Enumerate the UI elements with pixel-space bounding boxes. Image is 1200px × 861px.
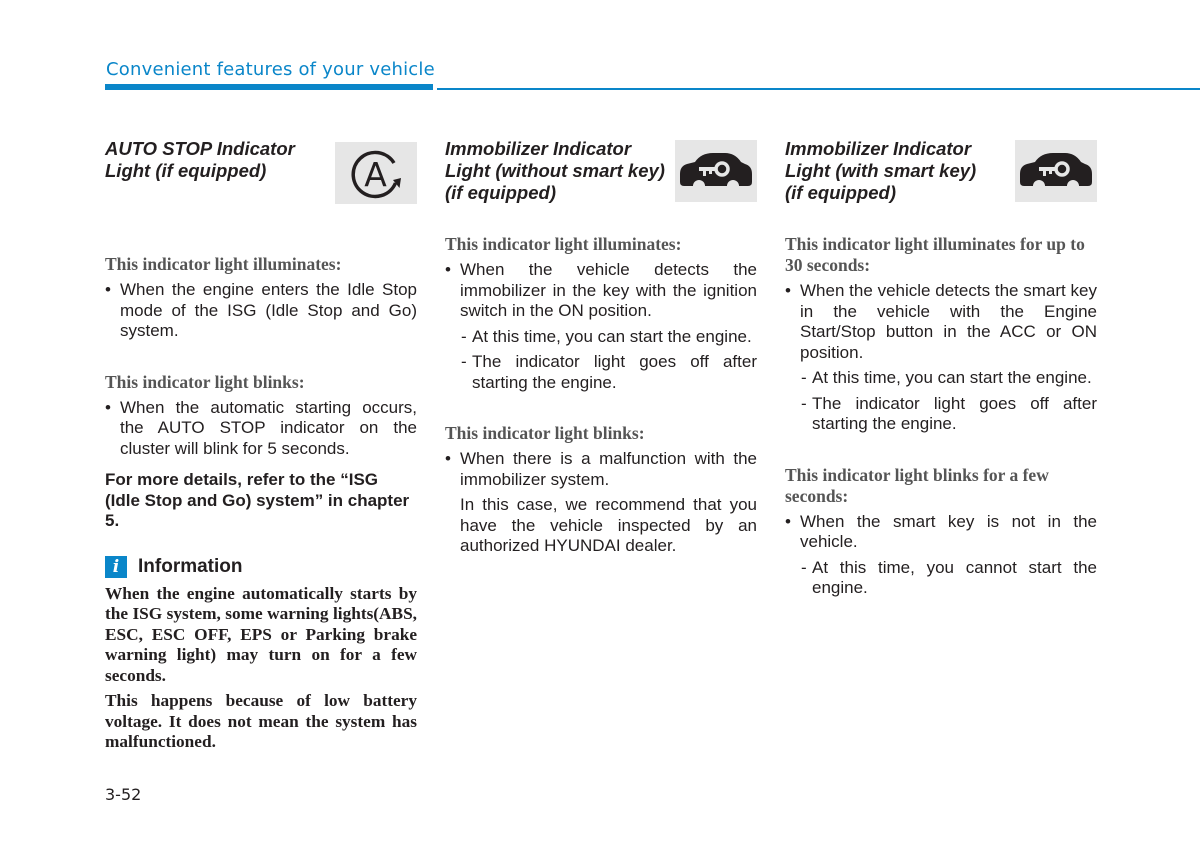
immobilizer-with-smart-key-section — [785, 138, 1097, 599]
immobilizer-no-smart-dealer-note: In this case, we recommend that you have the vehicle inspected by an authorized HYUNDAI dealer. — [460, 495, 757, 555]
car-key-icon — [1015, 140, 1097, 202]
immobilizer-smart-illuminates-heading: This indicator light illuminates for up to 30 seconds: — [785, 234, 1085, 275]
auto-stop-illuminates-item: • When the engine enters the Idle Stop mode of the ISG (Idle Stop and Go) system. — [105, 280, 417, 342]
header-rule-thin — [437, 88, 1200, 90]
immobilizer-smart-blinks-heading: This indicator light blinks for a few seconds: — [785, 464, 1049, 506]
auto-stop-blinks-item: • When the automatic starting occurs, the AUTO STOP indicator on the cluster will blink for 5 seconds. — [105, 398, 417, 460]
immobilizer-no-smart-blinks-item: • When there is a malfunction with the immobilizer system. — [445, 449, 757, 490]
information-paragraph-1: When the engine automatically starts by the ISG system, some warning lights(ABS, ESC, ESC OFF, EPS or Parking brake warning light) may turn on for a few seconds. — [105, 583, 417, 685]
isg-chapter-reference: For more details, refer to the “ISG (Idle Stop and Go) system” in chapter 5. — [105, 470, 410, 530]
auto-stop-blinks-heading: This indicator light blinks: — [105, 371, 305, 392]
immobilizer-no-smart-note-start: - At this time, you can start the engine. — [445, 327, 757, 348]
immobilizer-smart-title: Immobilizer Indicator Light (with smart key) (if equipped) — [785, 138, 977, 203]
header-rule-thick — [105, 84, 433, 90]
immobilizer-no-smart-note-off: - The indicator light goes off after starting the engine. — [445, 352, 757, 393]
immobilizer-smart-note-off: - The indicator light goes off after starting the engine. — [785, 394, 1097, 435]
auto-stop-section — [105, 138, 417, 753]
immobilizer-without-smart-key-section — [445, 138, 757, 557]
immobilizer-no-smart-blinks-heading: This indicator light blinks: — [445, 423, 645, 443]
auto-stop-title: AUTO STOP Indicator Light (if equipped) — [105, 138, 295, 181]
immobilizer-smart-note-cannot-start: - At this time, you cannot start the engine. — [785, 558, 1097, 599]
immobilizer-no-smart-illuminates-item: • When the vehicle detects the immobilizer in the key with the ignition switch in the ON position. — [445, 260, 757, 322]
auto-stop-illuminates-heading: This indicator light illuminates: — [105, 254, 342, 274]
immobilizer-no-smart-title: Immobilizer Indicator Light (without smart key) (if equipped) — [445, 138, 665, 203]
information-heading: i Information — [105, 556, 417, 578]
section-header-title: Convenient features of your vehicle — [106, 59, 435, 80]
immobilizer-smart-note-start: - At this time, you can start the engine. — [785, 368, 1097, 389]
immobilizer-smart-illuminates-item: • When the vehicle detects the smart key in the vehicle with the Engine Start/Stop button in the ACC or ON position. — [785, 281, 1097, 363]
immobilizer-no-smart-illuminates-heading: This indicator light illuminates: — [445, 234, 682, 254]
svg-text:A: A — [364, 155, 387, 194]
information-paragraph-2: This happens because of low battery voltage. It does not mean the system has malfunctioned. — [105, 691, 417, 751]
information-icon: i — [105, 556, 127, 578]
car-key-icon — [675, 140, 757, 202]
page-number: 3-52 — [105, 785, 142, 804]
auto-stop-indicator-icon — [335, 142, 417, 204]
immobilizer-smart-blinks-item: • When the smart key is not in the vehicle. — [785, 512, 1097, 553]
